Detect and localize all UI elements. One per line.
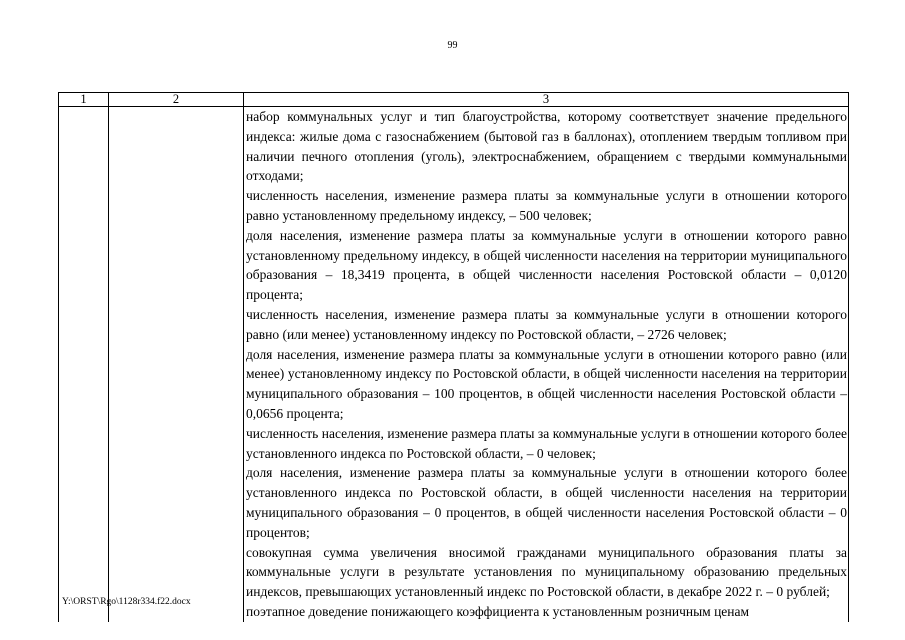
column-header-2: 2 <box>109 93 244 107</box>
column-3-cell <box>244 107 849 622</box>
paragraph: совокупная сумма увеличения вносимой гражданами муниципального образования платы за коммунальные услуги в результате установления по муниципальному образованию предельных индексов, превышающих установленный индекс по Ростовской области, в декабре 2022 г. – 0 рублей; <box>246 544 847 600</box>
paragraph: набор коммунальных услуг и тип благоустройства, которому соответствует значение предельного индекса: жилые дома с газоснабжением (бытовой газ в баллонах), отоплением твердым топливом при наличии печного отопления (уголь), электроснабжением, обращением с твердыми коммунальными отходами; <box>246 109 847 184</box>
table-row <box>59 107 849 622</box>
column-header-3: 3 <box>244 93 849 107</box>
paragraph: доля населения, изменение размера платы за коммунальные услуги в отношении которого равно установленному предельному индексу, в общей численности населения на территории муниципального образования – 18,3419 процента, в общей численности населения Ростовской области – 0,0120 процента; <box>246 227 847 303</box>
paragraph: доля населения, изменение размера платы за коммунальные услуги в отношении которого равно (или менее) установленному индексу по Ростовской области, в общей численности населения на территории муниципального образования – 100 процентов, в общей численности населения Ростовской области – 0,0656 процента; <box>246 346 847 421</box>
paragraph: численность населения, изменение размера платы за коммунальные услуги в отношении которого более установленного индекса по Ростовской области, – 0 человек; <box>246 425 847 461</box>
paragraph: численность населения, изменение размера платы за коммунальные услуги в отношении которого равно (или менее) установленному индексу по Ростовской области, – 2726 человек; <box>246 306 847 342</box>
page-number: 99 <box>447 40 458 51</box>
column-2-cell <box>109 107 244 622</box>
footer-file-path: Y:\ORST\Rgo\1128r334.f22.docx <box>62 597 191 607</box>
paragraph: доля населения, изменение размера платы за коммунальные услуги в отношении которого более установленного индекса по Ростовской области, в общей численности населения на территории муниципального образования – 0 процентов, в общей численности населения Ростовской области – 0 процентов; <box>246 465 847 540</box>
table-header-row <box>59 93 849 107</box>
paragraph: поэтапное доведение понижающего коэффициента к установленным розничным ценам <box>246 603 750 619</box>
paragraph: численность населения, изменение размера платы за коммунальные услуги в отношении которого равно установленному предельному индексу, – 500 человек; <box>246 188 847 223</box>
column-header-1: 1 <box>59 93 109 107</box>
column-1-cell <box>59 107 109 622</box>
document-table <box>58 92 849 622</box>
